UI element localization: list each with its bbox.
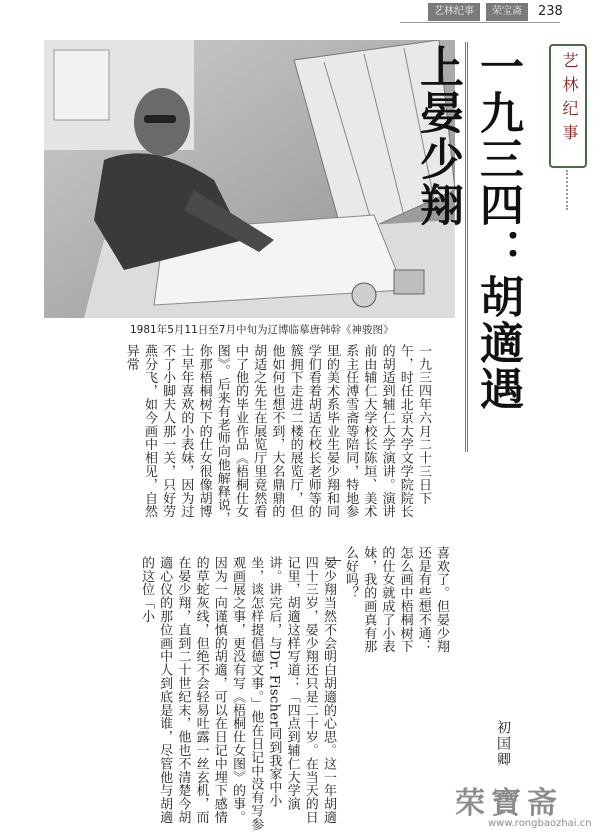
badge-decoration — [566, 170, 568, 210]
publisher-logo: 荣寶斋 — [455, 786, 563, 821]
author-name: 初国卿 — [495, 720, 511, 768]
publisher-url: www.rongbaozhai.cn — [488, 818, 592, 829]
page-number: 238 — [538, 4, 563, 19]
section-tag: 艺林纪事 — [428, 3, 480, 21]
brand-tag: 荣宝斋 — [486, 3, 528, 21]
artist-photo — [44, 40, 455, 318]
column-badge-label: 艺林纪事 — [560, 52, 579, 148]
photo-illustration — [44, 40, 455, 318]
header-rule — [400, 22, 560, 23]
article-title: 一九三四：胡適遇上晏少翔 — [412, 44, 523, 412]
body-column-3: 喜欢了。但晏少翔还是有些想不通：怎么画中梧桐树下的仕女就成了小表妹，我的画真有那么好吗？ — [342, 546, 449, 654]
body-column-2: 里的美术系毕业生晏少翔和同学们看着胡适在校长老师等的簇拥下走进二楼的展览厅，但他如何也想不到，大名鼎鼎的胡适之先生在展览厅里竟然看中了他的毕业作品《梧桐仕女图》。后来有老师向他解释说，你那梧桐树下的仕女很像胡博士早年喜欢的小表妹，因为过不了小脚夫人那一关，只好劳燕分飞，如今画中相见，自然异常 — [123, 344, 339, 526]
body-column-1: 一九三四年六月二十三日下午，时任北京大学文学院院长的胡适到辅仁大学演讲。演讲前由辅仁大学校长陈垣、美术系主任溥雪斋等陪同，特地参 — [343, 344, 431, 519]
photo-caption: 1981年5月11日至7月中旬为辽博临摹唐韩幹《神骏图》 — [130, 324, 394, 336]
body-column-4: 晏少翔当然不会明白胡適的心思。这一年胡適四十三岁，晏少翔还只是二十岁。在当天的日记里，胡適这样写道：「四点到辅仁大学演讲。讲完后，与Dr. Fischer同到我家中小坐，谈怎样提倡德文事。」他在日记中没有写参观画展之事，更没有写《梧桐仕女图》的事。因为一向谨慎的胡適，可以在日记中埋下感情的草蛇灰线，但绝不会轻易吐露一丝玄机，而在晏少翔，直到二十世纪末，他也不清楚今胡適心仪的那位画中人到底是谁，尽管他与胡適的这位「小 — [138, 556, 336, 831]
